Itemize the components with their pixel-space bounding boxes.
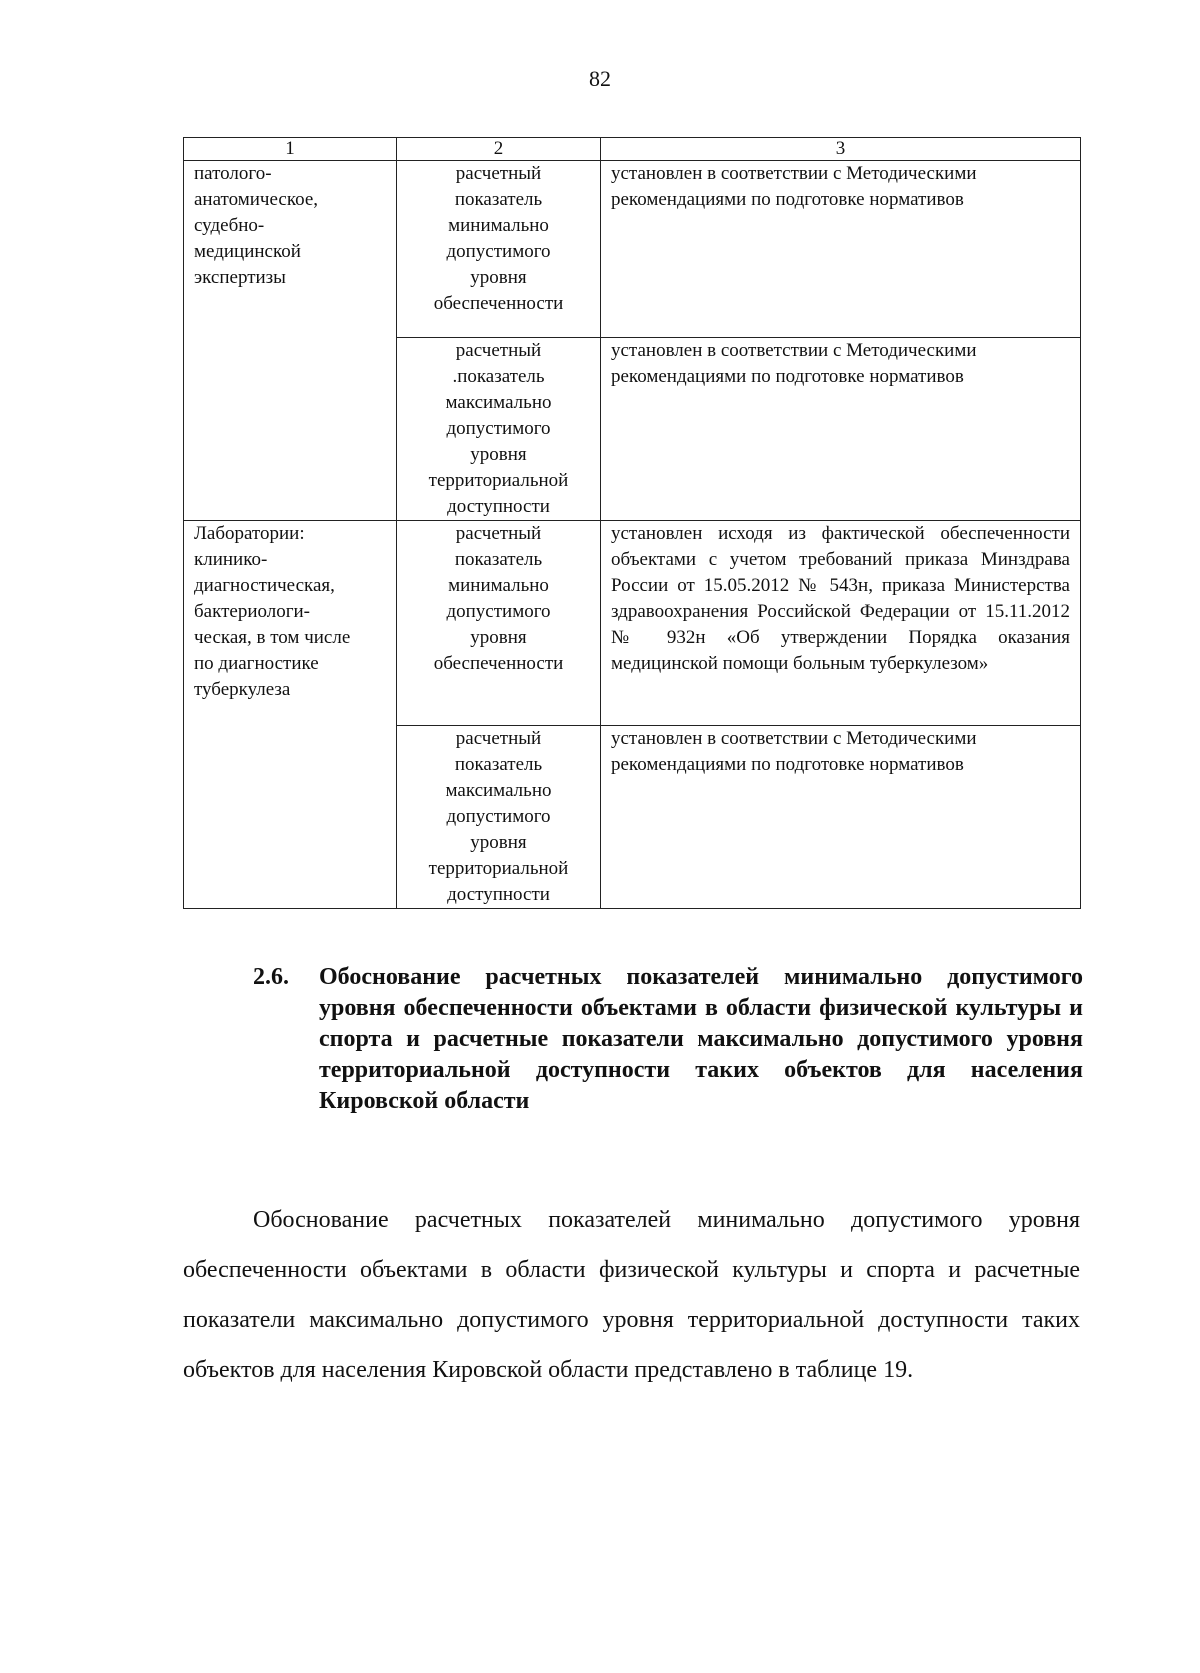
section-title: Обоснование расчетных показателей минимально допустимого уровня обеспеченности объектами в области физической культуры и спорта и расчетные показатели максимально допустимого уровня территориальной доступности таких объектов для населения Кировской области [319,964,1083,1114]
column-header-3: 3 [601,138,1081,161]
column-header-1: 1 [184,138,397,161]
body-paragraph: Обоснование расчетных показателей минимально допустимого уровня обеспеченности объектами в области физической культуры и спорта и расчетные показатели максимально допустимого уровня территориальной доступности таких объектов для населения Кировской области представлено в таблице 19. [183,1207,1080,1383]
section-number: 2.6. [253,964,289,990]
page-number: 82 [589,66,611,91]
indicator-cell: расчетный показатель минимально допустимого уровня обеспеченности [397,161,601,338]
object-cell: патолого- анатомическое, судебно- медицинской экспертизы [184,161,397,521]
justification-cell: установлен в соответствии с Методическими рекомендациями по подготовке нормативов [601,726,1081,909]
table-header-row [184,138,1081,161]
column-header-2: 2 [397,138,601,161]
table-row [184,521,1081,726]
justification-cell: установлен в соответствии с Методическими рекомендациями по подготовке нормативов [601,161,1081,338]
table-row [184,161,1081,338]
indicator-cell: расчетный .показатель максимально допустимого уровня территориальной доступности [397,338,601,521]
object-cell: Лаборатории: клинико- диагностическая, бактериологи- ческая, в том числе по диагностике туберкулеза [184,521,397,909]
indicator-cell: расчетный показатель минимально допустимого уровня обеспеченности [397,521,601,726]
section-heading [253,962,1083,1117]
justification-cell: установлен исходя из фактической обеспеченности объектами с учетом требований приказа Минздрава России от 15.05.2012 № 543н, приказа Министерства здравоохранения Российской Федерации от 15.11.2012 № 932н «Об утверждении Порядка оказания медицинской помощи больным туберкулезом» [601,521,1081,726]
standards-table [183,137,1081,909]
justification-cell: установлен в соответствии с Методическими рекомендациями по подготовке нормативов [601,338,1081,521]
indicator-cell: расчетный показатель максимально допустимого уровня территориальной доступности [397,726,601,909]
